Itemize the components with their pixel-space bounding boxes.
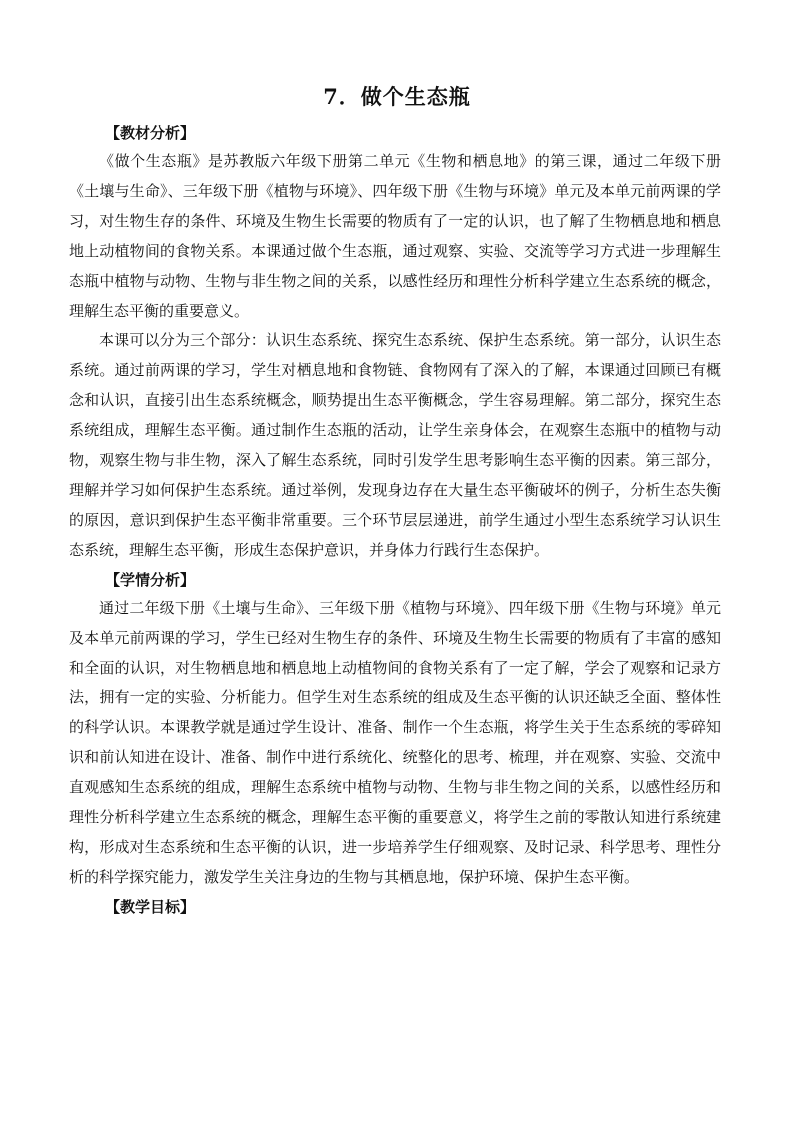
section-heading: 【学情分析】: [105, 570, 196, 589]
paragraph: 通过二年级下册《土壤与生命》、三年级下册《植物与环境》、四年级下册《生物与环境》单元及本单元前两课的学习，学生已经对生物生存的条件、环境及生物生长需要的物质有了丰富的感知和全面的认识，对生物栖息地和栖息地上动植物间的食物关系有了一定了解，学会了观察和记录方法，拥有一定的实验、分析能力。但学生对生态系统的组成及生态平衡的认识还缺乏全面、整体性的科学认识。本课教学就是通过学生设计、准备、制作一个生态瓶，将学生关于生态系统的零碎知识和前认知进在设计、准备、制作中进行系统化、统整化的思考、梳理，并在观察、实验、交流中直观感知生态系统的组成，理解生态系统中植物与动物、生物与非生物之间的关系，以感性经历和理性分析科学建立生态系统的概念，理解生态平衡的重要意义，将学生之前的零散认知进行系统建构，形成对生态系统和生态平衡的认识，进一步培养学生仔细观察、及时记录、科学思考、理性分析的科学探究能力，激发学生关注身边的生物与其栖息地，保护环境、保护生态平衡。: [69, 598, 721, 886]
document-body: [69, 119, 721, 921]
paragraph: 《做个生态瓶》是苏教版六年级下册第二单元《生物和栖息地》的第三课，通过二年级下册《土壤与生命》、三年级下册《植物与环境》、四年级下册《生物与环境》单元及本单元前两课的学习，对生物生存的条件、环境及生物生长需要的物质有了一定的认识，也了解了生物栖息地和栖息地上动植物间的食物关系。本课通过做个生态瓶，通过观察、实验、交流等学习方式进一步理解生态瓶中植物与动物、生物与非生物之间的关系，以感性经历和理性分析科学建立生态系统的概念，理解生态平衡的重要意义。: [69, 152, 721, 320]
section-teaching-goals: [69, 893, 721, 921]
section-student-analysis: [69, 566, 721, 893]
section-heading: 【教学目标】: [105, 897, 196, 916]
page-title: 7．做个生态瓶: [323, 84, 471, 109]
paragraph: 本课可以分为三个部分：认识生态系统、探究生态系统、保护生态系统。第一部分，认识生态系统。通过前两课的学习，学生对栖息地和食物链、食物网有了深入的了解，本课通过回顾已有概念和认识，直接引出生态系统概念，顺势提出生态平衡概念，学生容易理解。第二部分，探究生态系统组成，理解生态平衡。通过制作生态瓶的活动，让学生亲身体会，在观察生态瓶中的植物与动物，观察生物与非生物，深入了解生态系统，同时引发学生思考影响生态平衡的因素。第三部分，理解并学习如何保护生态系统。通过举例，发现身边存在大量生态平衡破坏的例子，分析生态失衡的原因，意识到保护生态平衡非常重要。三个环节层层递进，前学生通过小型生态系统学习认识生态系统，理解生态平衡，形成生态保护意识，并身体力行践行生态保护。: [69, 331, 721, 559]
section-heading: 【教材分析】: [105, 124, 196, 142]
section-textbook-analysis: [69, 119, 721, 566]
